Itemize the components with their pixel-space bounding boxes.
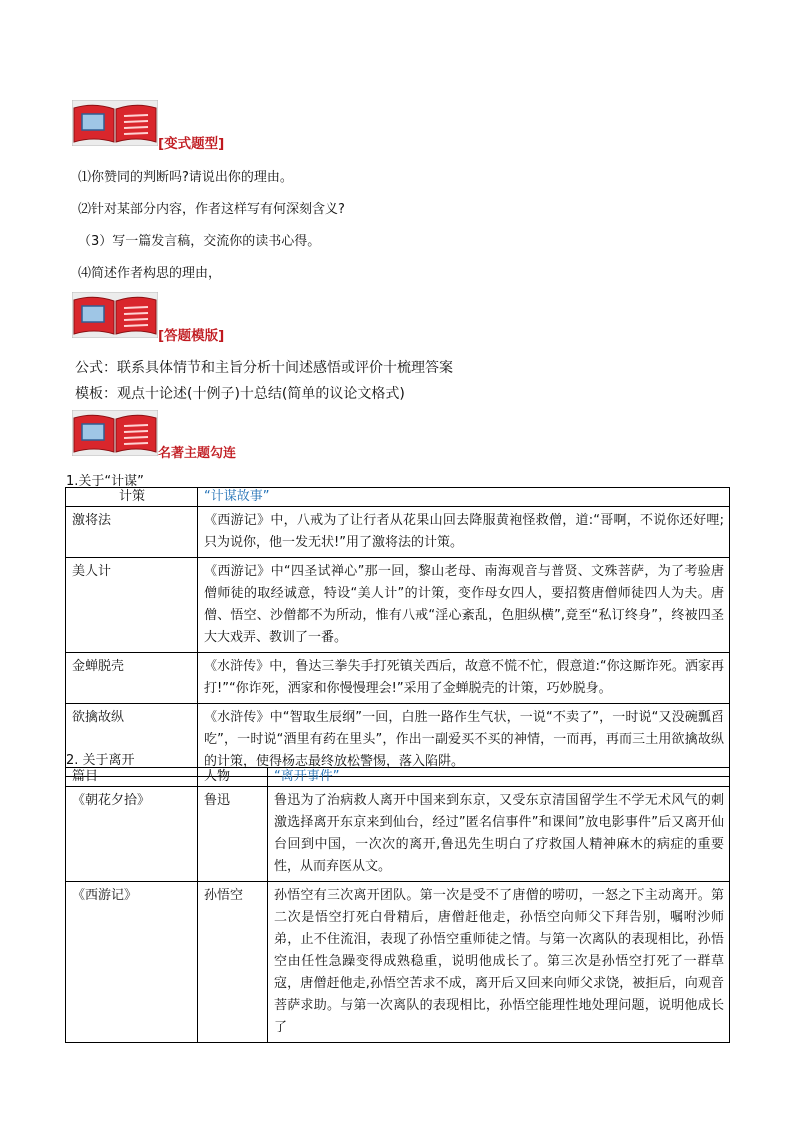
stratagem-story: 《西游记》中“四圣试禅心”那一回，黎山老母、南海观音与普贤、文殊菩萨，为了考验唐僧师徒的取经诚意，特设“美人计”的计策，变作母女四人，要招赘唐僧师徒四人为夫。唐僧、悟空、沙僧都不为所动，惟有八戒“淫心紊乱，色胆纵横”,竟至“私订终身”，终被四圣大大戏弄、教训了一番。 <box>198 558 730 653</box>
work-title: 《朝花夕拾》 <box>66 787 198 882</box>
stratagem-name: 金蝉脱壳 <box>66 653 198 704</box>
section-title: [答题模版] <box>158 328 225 344</box>
column-header-event: “离开事件” <box>268 768 730 787</box>
table-header-row <box>66 488 730 507</box>
answer-formula: 公式：联系具体情节和主旨分析十间述感悟或评价十梳理答案 <box>75 360 453 376</box>
table1-caption: 1.关于“计谋” <box>66 474 144 489</box>
person-name: 孙悟空 <box>198 882 268 1043</box>
leaving-event: 鲁迅为了治病救人离开中国来到东京，又受东京清国留学生不学无术风气的刺激选择离开东京来到仙台，经过”匿名信事件”和课间”放电影事件”后又离开仙台回到中国，一次次的离开,鲁迅先生明白了疗救国人精神麻木的病症的重要性，从而弃医从文。 <box>268 787 730 882</box>
stratagem-story: 《水浒传》中，鲁达三拳失手打死镇关西后，故意不慌不忙，假意道:“你这厮诈死。洒家再打!”“你诈死，洒家和你慢慢理会!”采用了金蝉脱壳的计策，巧妙脱身。 <box>198 653 730 704</box>
section-title: [变式题型] <box>158 136 225 152</box>
column-header-person: 人物 <box>198 768 268 787</box>
work-title: 《西游记》 <box>66 882 198 1043</box>
stratagem-name: 美人计 <box>66 558 198 653</box>
table-row <box>66 704 730 777</box>
column-header-story: “计谋故事” <box>198 488 730 507</box>
table-row <box>66 507 730 558</box>
stratagem-story: 《西游记》中，八戒为了让行者从花果山回去降服黄袍怪救僧，道:“哥啊，不说你还好哩;只为说你，他一发无状!”用了激将法的计策。 <box>198 507 730 558</box>
column-header-work: 篇目 <box>66 768 198 787</box>
leaving-event: 孙悟空有三次离开团队。第一次是受不了唐僧的唠叨，一怒之下主动离开。第二次是悟空打死白骨精后，唐僧赶他走，孙悟空向师父下拜告别，嘱咐沙师弟，止不住流泪，表现了孙悟空重师徒之情。与第一次离队的表现相比，孙悟空由任性急躁变得成熟稳重，说明他成长了。第三次是孙悟空打死了一群草寇，唐僧赶他走,孙悟空苦求不成，离开后又回来向师父求饶，被拒后，向观音菩萨求助。与第一次离队的表现相比，孙悟空能理性地处理问题，说明他成长了 <box>268 882 730 1043</box>
question-2: ⑵针对某部分内容，作者这样写有何深刻含义? <box>78 202 345 217</box>
table-row <box>66 653 730 704</box>
stratagem-table <box>65 487 730 777</box>
question-3: （3）写一篇发言稿，交流你的读书心得。 <box>78 234 321 249</box>
open-book-icon <box>72 292 158 338</box>
table-row <box>66 882 730 1043</box>
stratagem-name: 激将法 <box>66 507 198 558</box>
stratagem-story: 《水浒传》中“智取生辰纲”一回，白胜一路作生气状，一说“不卖了”，一时说“又没碗瓢舀吃”，一时说“酒里有药在里头”，作出一副爱买不买的神情，一而再，再而三土用欲擒故纵的计策，使得杨志最终放松警惕，落入陷阱。 <box>198 704 730 777</box>
answer-model: 模板：观点十论述(十例子)十总结(简单的议论文格式) <box>75 386 405 402</box>
question-1: ⑴你赞同的判断吗?请说出你的理由。 <box>78 170 293 185</box>
table-row <box>66 787 730 882</box>
table2-caption: 2. 关于离开 <box>66 753 135 768</box>
column-header-stratagem: 计策 <box>66 488 198 507</box>
table-row <box>66 558 730 653</box>
section-title: 名著主题勾连 <box>158 446 237 461</box>
question-4: ⑷简述作者构思的理由， <box>78 266 222 281</box>
leaving-table <box>65 767 730 1043</box>
open-book-icon <box>72 100 158 146</box>
person-name: 鲁迅 <box>198 787 268 882</box>
table-header-row <box>66 768 730 787</box>
open-book-icon <box>72 410 158 456</box>
stratagem-name: 欲擒故纵 <box>66 704 198 777</box>
